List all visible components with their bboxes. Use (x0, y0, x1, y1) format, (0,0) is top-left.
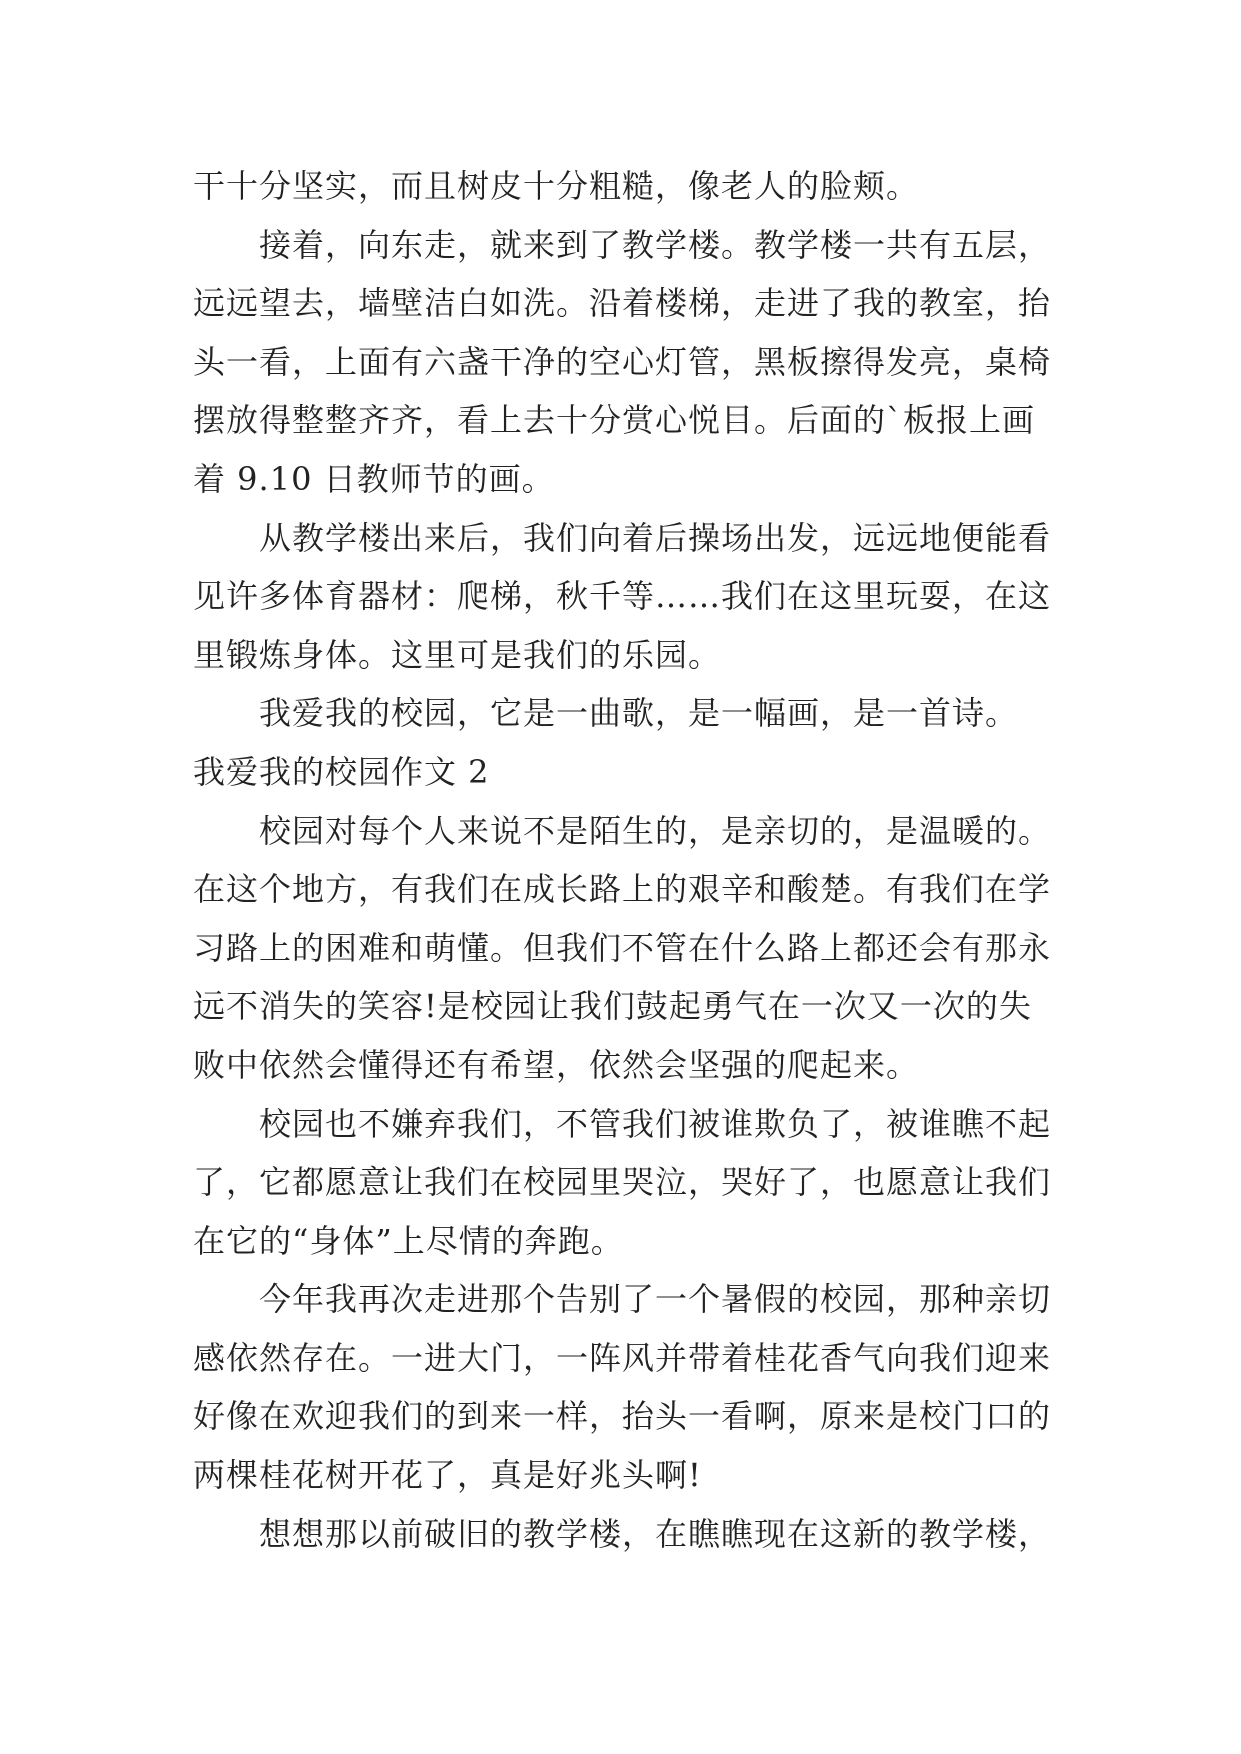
text-line: 头一看，上面有六盏干净的空心灯管，黑板擦得发亮，桌椅 (193, 342, 1052, 381)
text-line: 两棵桂花树开花了，真是好兆头啊! (193, 1456, 702, 1495)
text-line: 远远望去，墙壁洁白如洗。沿着楼梯，走进了我的教室，抬 (193, 284, 1052, 323)
text-line: 远不消失的笑容!是校园让我们鼓起勇气在一次又一次的失 (193, 987, 1032, 1026)
text-line: 今年我再次走进那个告别了一个暑假的校园，那种亲切 (259, 1280, 1052, 1319)
text-line: 好像在欢迎我们的到来一样，抬头一看啊，原来是校门口的 (193, 1397, 1052, 1436)
text-line: 校园也不嫌弃我们，不管我们被谁欺负了，被谁瞧不起 (259, 1104, 1052, 1143)
text-line: 想想那以前破旧的教学楼，在瞧瞧现在这新的教学楼， (259, 1514, 1052, 1553)
text-line: 败中依然会懂得还有希望，依然会坚强的爬起来。 (193, 1045, 920, 1084)
text-line: 在它的“身体”上尽情的奔跑。 (193, 1221, 624, 1260)
text-line: 摆放得整整齐齐，看上去十分赏心悦目。后面的`板报上画 (193, 401, 1036, 440)
text-line: 在这个地方，有我们在成长路上的艰辛和酸楚。有我们在学 (193, 870, 1052, 909)
text-line: 从教学楼出来后，我们向着后操场出发，远远地便能看 (259, 518, 1052, 557)
text-line: 见许多体育器材：爬梯，秋千等……我们在这里玩耍，在这 (193, 577, 1052, 616)
essay-text (193, 157, 1073, 1563)
text-line: 接着，向东走，就来到了教学楼。教学楼一共有五层， (259, 225, 1052, 264)
text-line: 习路上的困难和萌懂。但我们不管在什么路上都还会有那永 (193, 928, 1052, 967)
text-line: 感依然存在。一进大门，一阵风并带着桂花香气向我们迎来 (193, 1338, 1052, 1377)
text-line: 着 9.10 日教师节的画。 (193, 459, 555, 498)
text-line: 校园对每个人来说不是陌生的，是亲切的，是温暖的。 (259, 811, 1052, 850)
section-heading: 我爱我的校园作文 2 (193, 752, 490, 791)
text-line: 我爱我的校园，它是一曲歌，是一幅画，是一首诗。 (259, 694, 1019, 733)
text-line: 了，它都愿意让我们在校园里哭泣，哭好了，也愿意让我们 (193, 1163, 1052, 1202)
text-line: 干十分坚实，而且树皮十分粗糙，像老人的脸颊。 (193, 167, 920, 205)
text-line: 里锻炼身体。这里可是我们的乐园。 (193, 635, 722, 674)
